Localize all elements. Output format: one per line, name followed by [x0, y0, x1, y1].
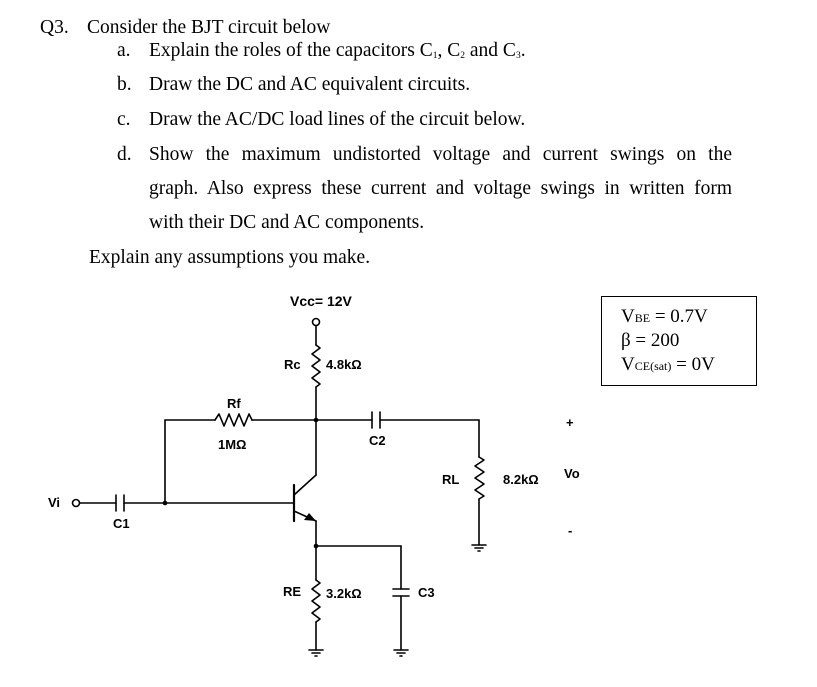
c3-label: C3	[418, 585, 435, 600]
rl-label: RL	[442, 472, 460, 487]
item-d-line-1: Show the maximum undistorted voltage and current swings on the	[149, 144, 732, 165]
item-a-letter: a.	[117, 40, 131, 61]
rl-value: 8.2kΩ	[503, 472, 539, 487]
rf-resistor	[215, 414, 252, 426]
item-d-line-2: graph. Also express these current and voltage swings in written form	[149, 178, 732, 199]
vcc-terminal	[313, 319, 320, 326]
vcc-label: Vcc= 12V	[290, 293, 352, 309]
vi-label: Vi	[48, 495, 61, 510]
vce-sat-line: VCE(sat) = 0V	[621, 354, 715, 375]
item-c-text: Draw the AC/DC load lines of the circuit below.	[149, 109, 526, 130]
rc-value: 4.8kΩ	[326, 357, 362, 372]
item-b-letter: b.	[117, 74, 132, 95]
vo-label: Vo	[564, 466, 580, 481]
item-b-text: Draw the DC and AC equivalent circuits.	[149, 74, 471, 95]
vo-plus: +	[566, 415, 574, 430]
vo-minus: -	[568, 523, 573, 538]
question-number: Q3.	[40, 17, 69, 38]
beta-line: β = 200	[621, 330, 680, 351]
vbe-line: VBE = 0.7V	[621, 306, 708, 327]
rf-label: Rf	[227, 396, 241, 411]
vi-terminal	[73, 500, 80, 507]
item-d-letter: d.	[117, 144, 132, 165]
rl-resistor	[475, 457, 484, 499]
c1-label: C1	[113, 516, 130, 531]
item-c-letter: c.	[117, 109, 131, 130]
rc-resistor	[312, 345, 320, 387]
item-a-text: Explain the roles of the capacitors $C_1$, $C_2$ and $C_3$.	[149, 40, 526, 61]
question-footer: Explain any assumptions you make.	[89, 247, 371, 268]
rc-label: Rc	[284, 357, 301, 372]
item-d-line-3: with their DC and AC components.	[149, 212, 425, 233]
re-label: RE	[283, 584, 302, 599]
question-intro: Consider the BJT circuit below	[87, 17, 331, 38]
rf-value: 1MΩ	[218, 437, 247, 452]
c2-label: C2	[369, 433, 386, 448]
re-value: 3.2kΩ	[326, 586, 362, 601]
re-resistor	[312, 580, 320, 622]
given-parameters-box	[601, 296, 757, 386]
